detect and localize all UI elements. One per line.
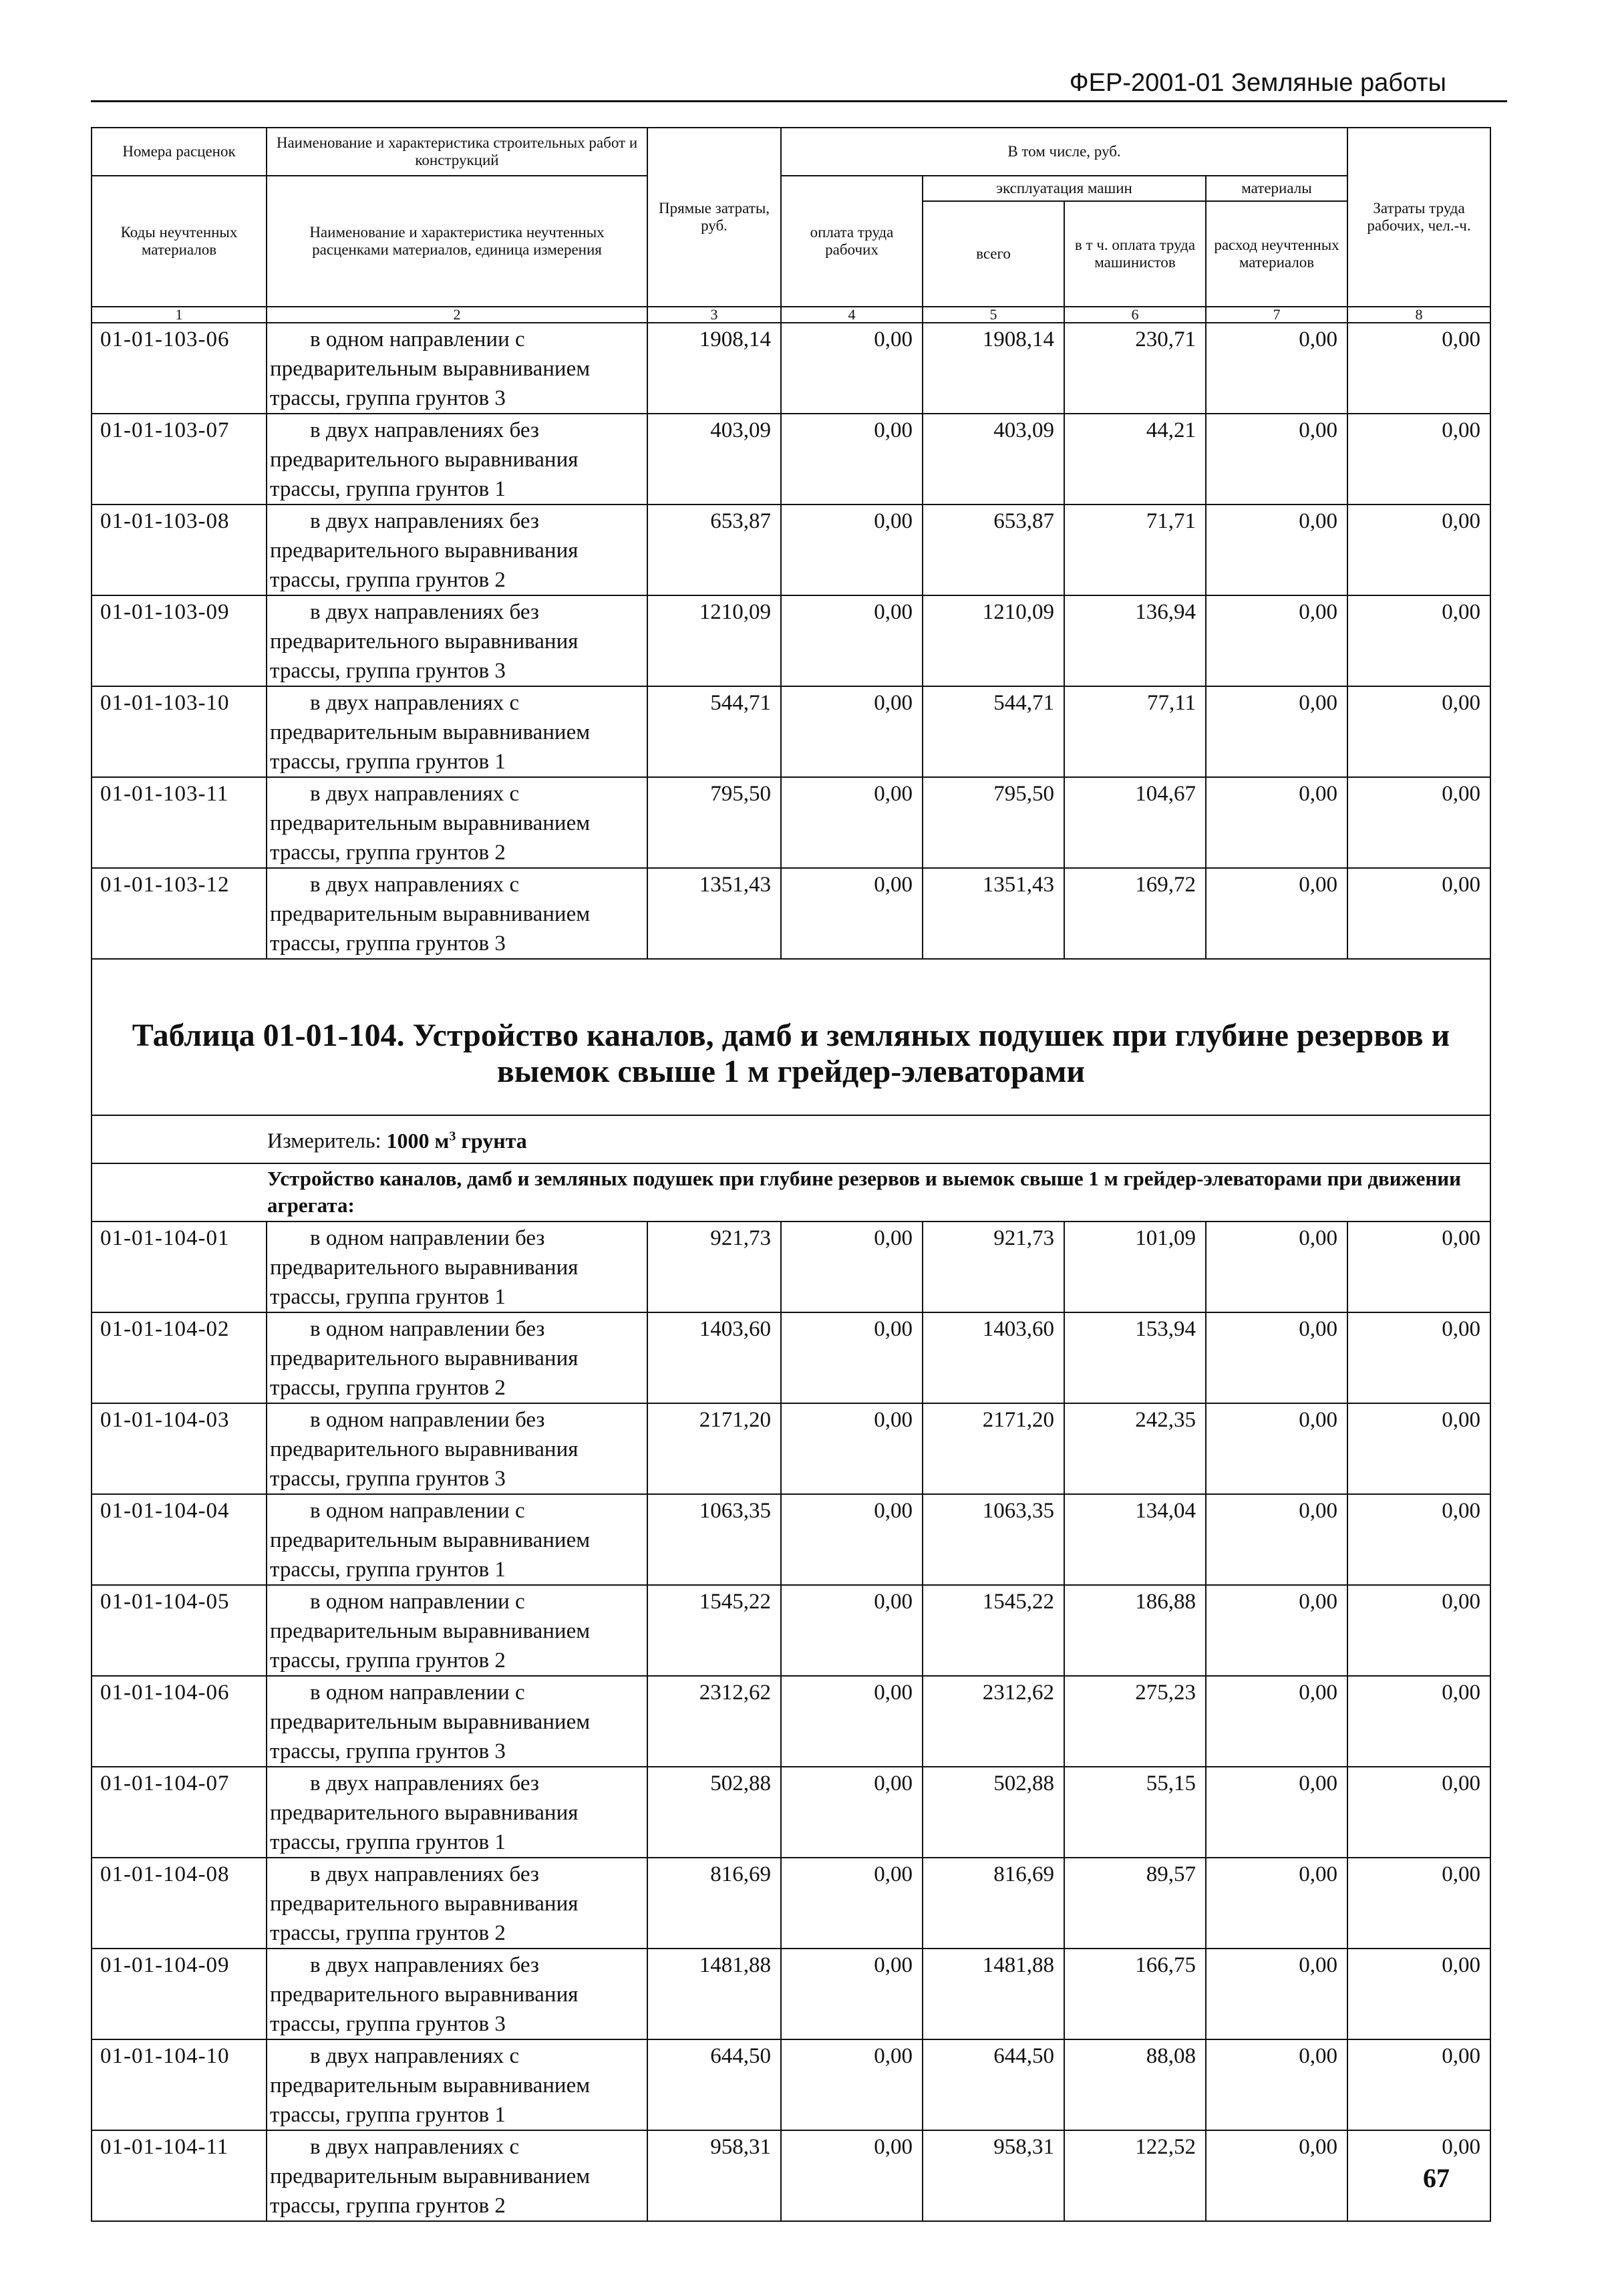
rate-code: 01-01-104-07: [92, 1767, 267, 1858]
direct-cost-value: 653,87: [647, 505, 781, 595]
direct-cost-value: 921,73: [647, 1222, 781, 1312]
worker-pay-value: 0,00: [781, 1494, 923, 1585]
description-line: трассы, группа грунтов 2: [270, 568, 506, 592]
rate-description: [267, 868, 647, 959]
description-line: трассы, группа грунтов 2: [270, 2194, 506, 2218]
labor-hours-value: 0,00: [1347, 1767, 1490, 1858]
material-usage-value: 0,00: [1206, 1312, 1347, 1403]
material-usage-value: 0,00: [1206, 1585, 1347, 1676]
direct-cost-value: 1403,60: [647, 1312, 781, 1403]
material-usage-value: 0,00: [1206, 1494, 1347, 1585]
table-row: [92, 414, 1490, 505]
table-row: [92, 1676, 1490, 1767]
description-line: в одном направлении с: [310, 1681, 525, 1705]
material-usage-value: 0,00: [1206, 1676, 1347, 1767]
rate-description: [267, 1403, 647, 1494]
operator-pay-value: 275,23: [1064, 1676, 1206, 1767]
worker-pay-value: 0,00: [781, 2039, 923, 2130]
machine-total-value: 1481,88: [923, 1949, 1064, 2039]
machine-total-value: 1908,14: [923, 323, 1064, 414]
subheading: Устройство каналов, дамб и земляных подушек при глубине резервов и выемок свыше 1 м грейдер-элеваторами при движении агрегата:: [267, 1167, 1462, 1217]
description-line: в одном направлении с: [310, 327, 525, 351]
rate-description: [267, 1494, 647, 1585]
description-line: предварительного выравнивания: [270, 1892, 579, 1916]
table-row: [92, 505, 1490, 595]
worker-pay-value: 0,00: [781, 1222, 923, 1312]
labor-hours-value: 0,00: [1347, 323, 1490, 414]
rate-code: 01-01-103-06: [92, 323, 267, 414]
table-row: [92, 1494, 1490, 1585]
measure-value: [387, 1129, 527, 1153]
material-usage-value: 0,00: [1206, 414, 1347, 505]
labor-hours-value: 0,00: [1347, 2130, 1490, 2221]
worker-pay-value: 0,00: [781, 1858, 923, 1949]
rates-table: [91, 127, 1491, 2222]
header-including: В том числе, руб.: [781, 128, 1347, 176]
worker-pay-value: 0,00: [781, 323, 923, 414]
description-line: трассы, группа грунтов 1: [270, 750, 506, 774]
direct-cost-value: 502,88: [647, 1767, 781, 1858]
table-row: [92, 2130, 1490, 2221]
measure-row: [92, 1115, 1490, 1163]
material-usage-value: 0,00: [1206, 1767, 1347, 1858]
direct-cost-value: 403,09: [647, 414, 781, 505]
operator-pay-value: 88,08: [1064, 2039, 1206, 2130]
description-line: в двух направлениях без: [310, 1953, 539, 1977]
material-usage-value: 0,00: [1206, 1949, 1347, 2039]
direct-cost-value: 1481,88: [647, 1949, 781, 2039]
rate-code: 01-01-104-05: [92, 1585, 267, 1676]
page-number: 67: [1423, 2163, 1450, 2193]
worker-pay-value: 0,00: [781, 1403, 923, 1494]
measure-cell: [92, 1115, 1490, 1163]
column-number: 7: [1206, 307, 1347, 323]
header-rate-numbers: Номера расценок: [92, 128, 267, 176]
description-line: трассы, группа грунтов 3: [270, 931, 506, 956]
direct-cost-value: 1545,22: [647, 1585, 781, 1676]
description-line: предварительного выравнивания: [270, 1983, 579, 2007]
direct-cost-value: 1908,14: [647, 323, 781, 414]
direct-cost-value: 2171,20: [647, 1403, 781, 1494]
rate-description: [267, 1585, 647, 1676]
direct-cost-value: 795,50: [647, 777, 781, 868]
material-usage-value: 0,00: [1206, 505, 1347, 595]
description-line: предварительным выравниванием: [270, 902, 591, 926]
table-title-cell: [92, 959, 1490, 1115]
header-materials: материалы: [1206, 176, 1347, 201]
material-usage-value: 0,00: [1206, 868, 1347, 959]
header-rule: [91, 100, 1507, 102]
description-line: в двух направлениях с: [310, 873, 520, 897]
operator-pay-value: 44,21: [1064, 414, 1206, 505]
description-line: в двух направлениях без: [310, 1862, 539, 1886]
description-line: предварительным выравниванием: [270, 811, 591, 835]
rate-description: [267, 777, 647, 868]
labor-hours-value: 0,00: [1347, 1858, 1490, 1949]
direct-cost-value: 544,71: [647, 686, 781, 777]
description-line: предварительного выравнивания: [270, 1256, 579, 1280]
worker-pay-value: 0,00: [781, 686, 923, 777]
machine-total-value: 2171,20: [923, 1403, 1064, 1494]
rate-description: [267, 505, 647, 595]
description-line: в двух направлениях без: [310, 1771, 539, 1796]
operator-pay-value: 122,52: [1064, 2130, 1206, 2221]
description-line: предварительного выравнивания: [270, 629, 579, 654]
table-title-line: выемок свыше 1 м грейдер-элеваторами: [496, 1054, 1086, 1089]
rate-code: 01-01-104-09: [92, 1949, 267, 2039]
direct-cost-value: 1063,35: [647, 1494, 781, 1585]
description-line: предварительного выравнивания: [270, 1346, 579, 1371]
direct-cost-value: 958,31: [647, 2130, 781, 2221]
column-number: 3: [647, 307, 781, 323]
labor-hours-value: 0,00: [1347, 505, 1490, 595]
rate-code: 01-01-103-12: [92, 868, 267, 959]
worker-pay-value: 0,00: [781, 1585, 923, 1676]
description-line: трассы, группа грунтов 2: [270, 1648, 506, 1673]
labor-hours-value: 0,00: [1347, 777, 1490, 868]
measure-unit: [92, 1116, 1490, 1154]
direct-cost-value: 1351,43: [647, 868, 781, 959]
operator-pay-value: 89,57: [1064, 1858, 1206, 1949]
description-line: предварительного выравнивания: [270, 539, 579, 563]
material-usage-value: 0,00: [1206, 1858, 1347, 1949]
table-row: [92, 1312, 1490, 1403]
table-row: [92, 1585, 1490, 1676]
description-line: в двух направлениях без: [310, 418, 539, 442]
description-line: трассы, группа грунтов 3: [270, 2012, 506, 2036]
operator-pay-value: 55,15: [1064, 1767, 1206, 1858]
rate-code: 01-01-104-06: [92, 1676, 267, 1767]
description-line: трассы, группа грунтов 3: [270, 659, 506, 683]
labor-hours-value: 0,00: [1347, 595, 1490, 686]
rate-code: 01-01-104-08: [92, 1858, 267, 1949]
header-row-1: [92, 128, 1490, 176]
machine-total-value: 403,09: [923, 414, 1064, 505]
column-number: 8: [1347, 307, 1490, 323]
header-material-codes: Коды неучтенных материалов: [92, 176, 267, 307]
operator-pay-value: 136,94: [1064, 595, 1206, 686]
header-operator-pay: в т ч. оплата труда машинистов: [1064, 201, 1206, 307]
table-row: [92, 1403, 1490, 1494]
rate-description: [267, 2039, 647, 2130]
labor-hours-value: 0,00: [1347, 868, 1490, 959]
machine-total-value: 544,71: [923, 686, 1064, 777]
rate-description: [267, 1222, 647, 1312]
operator-pay-value: 104,67: [1064, 777, 1206, 868]
measure-exponent: 3: [449, 1129, 456, 1143]
rate-code: 01-01-104-01: [92, 1222, 267, 1312]
rate-description: [267, 1767, 647, 1858]
rate-code: 01-01-103-10: [92, 686, 267, 777]
header-material-name: Наименование и характеристика неучтенных расценками материалов, единица измерения: [267, 176, 647, 307]
description-line: предварительным выравниванием: [270, 2164, 591, 2188]
machine-total-value: 1403,60: [923, 1312, 1064, 1403]
machine-total-value: 1545,22: [923, 1585, 1064, 1676]
description-line: в двух направлениях с: [310, 2135, 520, 2159]
description-line: в одном направлении с: [310, 1499, 525, 1523]
material-usage-value: 0,00: [1206, 1222, 1347, 1312]
description-line: трассы, группа грунтов 1: [270, 2103, 506, 2127]
description-line: трассы, группа грунтов 3: [270, 1739, 506, 1763]
table-row: [92, 1949, 1490, 2039]
worker-pay-value: 0,00: [781, 1949, 923, 2039]
rate-code: 01-01-104-04: [92, 1494, 267, 1585]
description-line: в одном направлении без: [310, 1317, 545, 1341]
direct-cost-value: 644,50: [647, 2039, 781, 2130]
direct-cost-value: 816,69: [647, 1858, 781, 1949]
table-row: [92, 686, 1490, 777]
description-line: предварительного выравнивания: [270, 1801, 579, 1825]
description-line: предварительным выравниванием: [270, 720, 591, 744]
column-number: 2: [267, 307, 647, 323]
table-row: [92, 777, 1490, 868]
description-line: в одном направлении без: [310, 1226, 545, 1250]
description-line: предварительного выравнивания: [270, 448, 579, 472]
rate-description: [267, 1676, 647, 1767]
header-material-usage: расход неучтенных материалов: [1206, 201, 1347, 307]
description-line: трассы, группа грунтов 1: [270, 477, 506, 501]
operator-pay-value: 242,35: [1064, 1403, 1206, 1494]
table-row: [92, 1767, 1490, 1858]
operator-pay-value: 230,71: [1064, 323, 1206, 414]
description-line: трассы, группа грунтов 2: [270, 841, 506, 865]
header-machine-operation: эксплуатация машин: [923, 176, 1206, 201]
worker-pay-value: 0,00: [781, 868, 923, 959]
operator-pay-value: 77,11: [1064, 686, 1206, 777]
rate-code: 01-01-104-10: [92, 2039, 267, 2130]
table-row: [92, 323, 1490, 414]
machine-total-value: 2312,62: [923, 1676, 1064, 1767]
worker-pay-value: 0,00: [781, 777, 923, 868]
column-number: 5: [923, 307, 1064, 323]
rate-description: [267, 686, 647, 777]
operator-pay-value: 166,75: [1064, 1949, 1206, 2039]
rate-description: [267, 1312, 647, 1403]
machine-total-value: 1351,43: [923, 868, 1064, 959]
table-title-line: Таблица 01-01-104. Устройство каналов, дамб и земляных подушек при глубине резервов и: [132, 1018, 1450, 1053]
table-row: [92, 2039, 1490, 2130]
material-usage-value: 0,00: [1206, 777, 1347, 868]
description-line: трассы, группа грунтов 3: [270, 1467, 506, 1491]
header-work-name: Наименование и характеристика строительных работ и конструкций: [267, 128, 647, 176]
rate-description: [267, 414, 647, 505]
header-row-2: [92, 176, 1490, 201]
column-number-row: [92, 307, 1490, 323]
machine-total-value: 1210,09: [923, 595, 1064, 686]
description-line: предварительным выравниванием: [270, 2073, 591, 2098]
machine-total-value: 502,88: [923, 1767, 1064, 1858]
description-line: в двух направлениях с: [310, 782, 520, 806]
rate-code: 01-01-103-08: [92, 505, 267, 595]
description-line: предварительным выравниванием: [270, 1528, 591, 1552]
description-line: трассы, группа грунтов 1: [270, 1830, 506, 1854]
table-row: [92, 868, 1490, 959]
rate-description: [267, 323, 647, 414]
rate-code: 01-01-103-07: [92, 414, 267, 505]
machine-total-value: 795,50: [923, 777, 1064, 868]
table-title-row: [92, 959, 1490, 1115]
document-header-title: ФЕР-2001-01 Земляные работы: [1069, 69, 1446, 97]
table-row: [92, 1858, 1490, 1949]
rate-code: 01-01-103-11: [92, 777, 267, 868]
measure-label: Измеритель:: [267, 1128, 381, 1153]
machine-total-value: 958,31: [923, 2130, 1064, 2221]
operator-pay-value: 101,09: [1064, 1222, 1206, 1312]
material-usage-value: 0,00: [1206, 2130, 1347, 2221]
labor-hours-value: 0,00: [1347, 1949, 1490, 2039]
description-line: трассы, группа грунтов 2: [270, 1921, 506, 1945]
direct-cost-value: 1210,09: [647, 595, 781, 686]
description-line: в двух направлениях без: [310, 600, 539, 624]
description-line: трассы, группа грунтов 1: [270, 1558, 506, 1582]
rate-code: 01-01-104-03: [92, 1403, 267, 1494]
labor-hours-value: 0,00: [1347, 414, 1490, 505]
labor-hours-value: 0,00: [1347, 1585, 1490, 1676]
labor-hours-value: 0,00: [1347, 1403, 1490, 1494]
labor-hours-value: 0,00: [1347, 1676, 1490, 1767]
material-usage-value: 0,00: [1206, 595, 1347, 686]
direct-cost-value: 2312,62: [647, 1676, 781, 1767]
description-line: в одном направлении без: [310, 1408, 545, 1432]
table-title: [92, 1018, 1490, 1090]
machine-total-value: 1063,35: [923, 1494, 1064, 1585]
worker-pay-value: 0,00: [781, 505, 923, 595]
measure-name: грунта: [461, 1128, 527, 1153]
operator-pay-value: 134,04: [1064, 1494, 1206, 1585]
labor-hours-value: 0,00: [1347, 1312, 1490, 1403]
worker-pay-value: 0,00: [781, 1676, 923, 1767]
material-usage-value: 0,00: [1206, 323, 1347, 414]
material-usage-value: 0,00: [1206, 1403, 1347, 1494]
subheading-row: [92, 1163, 1490, 1222]
description-line: в двух направлениях с: [310, 691, 520, 715]
machine-total-value: 816,69: [923, 1858, 1064, 1949]
labor-hours-value: 0,00: [1347, 2039, 1490, 2130]
worker-pay-value: 0,00: [781, 414, 923, 505]
description-line: в двух направлениях с: [310, 2044, 520, 2068]
operator-pay-value: 153,94: [1064, 1312, 1206, 1403]
description-line: трассы, группа грунтов 1: [270, 1285, 506, 1309]
machine-total-value: 921,73: [923, 1222, 1064, 1312]
worker-pay-value: 0,00: [781, 1312, 923, 1403]
rate-description: [267, 595, 647, 686]
header-direct-costs: Прямые затраты, руб.: [647, 128, 781, 307]
machine-total-value: 644,50: [923, 2039, 1064, 2130]
header-worker-pay: оплата труда рабочих: [781, 176, 923, 307]
operator-pay-value: 71,71: [1064, 505, 1206, 595]
description-line: предварительным выравниванием: [270, 1619, 591, 1643]
rate-code: 01-01-103-09: [92, 595, 267, 686]
description-line: предварительным выравниванием: [270, 357, 591, 381]
material-usage-value: 0,00: [1206, 2039, 1347, 2130]
table-row: [92, 1222, 1490, 1312]
worker-pay-value: 0,00: [781, 1767, 923, 1858]
subheading-cell: [92, 1163, 1490, 1222]
description-line: трассы, группа грунтов 2: [270, 1376, 506, 1400]
measure-number: 1000 м: [386, 1128, 450, 1153]
description-line: предварительного выравнивания: [270, 1437, 579, 1461]
labor-hours-value: 0,00: [1347, 1222, 1490, 1312]
operator-pay-value: 169,72: [1064, 868, 1206, 959]
column-number: 1: [92, 307, 267, 323]
machine-total-value: 653,87: [923, 505, 1064, 595]
material-usage-value: 0,00: [1206, 686, 1347, 777]
operator-pay-value: 186,88: [1064, 1585, 1206, 1676]
table-row: [92, 595, 1490, 686]
labor-hours-value: 0,00: [1347, 1494, 1490, 1585]
rate-code: 01-01-104-11: [92, 2130, 267, 2221]
column-number: 4: [781, 307, 923, 323]
description-line: в одном направлении с: [310, 1590, 525, 1614]
rate-description: [267, 1949, 647, 2039]
worker-pay-value: 0,00: [781, 595, 923, 686]
labor-hours-value: 0,00: [1347, 686, 1490, 777]
description-line: предварительным выравниванием: [270, 1710, 591, 1734]
header-labor-hours: Затраты труда рабочих, чел.-ч.: [1347, 128, 1490, 307]
description-line: трассы, группа грунтов 3: [270, 386, 506, 410]
description-line: в двух направлениях без: [310, 509, 539, 533]
column-number: 6: [1064, 307, 1206, 323]
rate-description: [267, 2130, 647, 2221]
header-machine-total: всего: [923, 201, 1064, 307]
rate-description: [267, 1858, 647, 1949]
worker-pay-value: 0,00: [781, 2130, 923, 2221]
rate-code: 01-01-104-02: [92, 1312, 267, 1403]
